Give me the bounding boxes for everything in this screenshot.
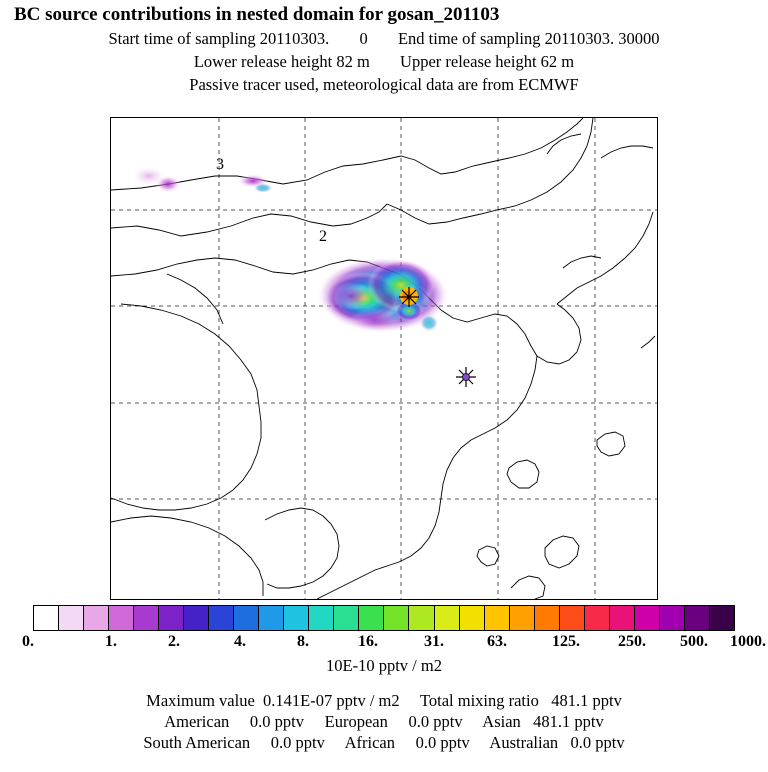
nest-label-3: 3 [216,156,224,173]
sampling-time-line [0,28,768,49]
end-time-label: End time of sampling 20110303. 30000 [397,29,660,48]
colorbar[interactable] [33,605,735,631]
colorbar-cell [59,606,84,630]
total-ratio-value: 481.1 pptv [551,691,622,710]
american-value: 0.0 pptv [249,712,304,731]
colorbar-cell [560,606,585,630]
colorbar-cell [535,606,560,630]
map-panel[interactable] [110,117,658,600]
asian-label: Asian [482,712,521,731]
start-time-label: Start time of sampling 20110303. [108,29,330,48]
colorbar-cell [34,606,59,630]
colorbar-cell [234,606,259,630]
colorbar-ticks [0,633,768,653]
european-value: 0.0 pptv [408,712,463,731]
max-value: 0.141E-07 pptv / m2 [263,691,400,710]
colorbar-tick: 500. [680,633,708,650]
asian-value: 481.1 pptv [533,712,604,731]
map-canvas [111,118,657,599]
lower-release-height: Lower release height 82 m [193,52,370,71]
african-label: African [344,733,395,752]
colorbar-tick: 1. [105,633,117,650]
colorbar-cell [159,606,184,630]
south-american-value: 0.0 pptv [270,733,325,752]
colorbar-cell [510,606,535,630]
start-time-value: 0 [359,29,368,48]
colorbar-tick: 31. [424,633,444,650]
colorbar-tick: 16. [358,633,378,650]
colorbar-cell [309,606,334,630]
colorbar-tick: 0. [22,633,34,650]
colorbar-cell [710,606,734,630]
colorbar-cell [585,606,610,630]
colorbar-cell [384,606,409,630]
colorbar-cell [284,606,309,630]
nest-label-2: 2 [319,228,327,245]
colorbar-cell [435,606,460,630]
colorbar-cell [660,606,685,630]
colorbar-tick: 8. [297,633,309,650]
map-gridlines [111,118,657,599]
colorbar-unit-label: 10E-10 pptv / m2 [326,656,442,675]
summary-footer [0,690,768,753]
colorbar-cell [84,606,109,630]
coastline-paths [111,118,655,599]
total-ratio-label: Total mixing ratio [419,691,539,710]
upper-release-height: Upper release height 62 m [400,52,575,71]
colorbar-tick: 1000. [730,633,766,650]
australian-label: Australian [489,733,559,752]
colorbar-tick: 125. [552,633,580,650]
colorbar-cell [409,606,434,630]
max-value-label: Maximum value [146,691,255,710]
colorbar-cell [334,606,359,630]
receptor-star-icon [456,367,476,387]
tracer-info-line: Passive tracer used, meteorological data are from ECMWF [189,75,579,94]
colorbar-cell [485,606,510,630]
colorbar-cell [610,606,635,630]
summary-row-2 [0,732,768,753]
european-label: European [324,712,388,731]
colorbar-cell [209,606,234,630]
colorbar-tick: 2. [168,633,180,650]
colorbar-cell [359,606,384,630]
colorbar-tick: 4. [234,633,246,650]
colorbar-cell [685,606,710,630]
colorbar-cell [635,606,660,630]
summary-row-totals [0,690,768,711]
colorbar-tick: 63. [487,633,507,650]
release-height-line [0,51,768,72]
colorbar-cell [259,606,284,630]
page-title: BC source contributions in nested domain for gosan_201103 [14,4,500,25]
south-american-label: South American [143,733,251,752]
american-label: American [164,712,230,731]
summary-row-1 [0,711,768,732]
colorbar-cell [184,606,209,630]
colorbar-cell [460,606,485,630]
colorbar-cell [109,606,134,630]
african-value: 0.0 pptv [415,733,470,752]
australian-value: 0.0 pptv [570,733,625,752]
colorbar-tick: 250. [618,633,646,650]
colorbar-cell [134,606,159,630]
